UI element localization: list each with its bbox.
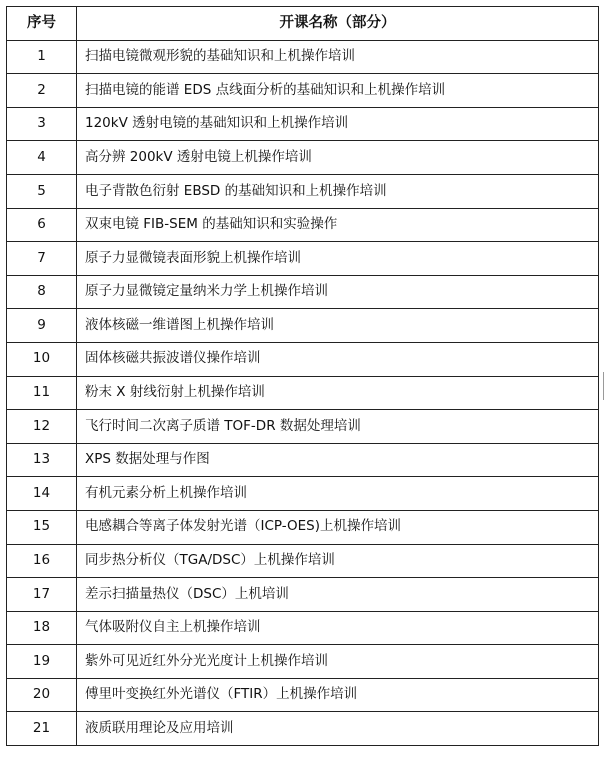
course-name-cell: 原子力显微镜表面形貌上机操作培训 (77, 242, 599, 276)
course-name-cell: 扫描电镜的能谱 EDS 点线面分析的基础知识和上机操作培训 (77, 74, 599, 108)
table-row (7, 410, 599, 444)
row-index-cell: 2 (7, 74, 77, 108)
table-row (7, 208, 599, 242)
row-index-cell: 19 (7, 645, 77, 679)
course-name-cell: 原子力显微镜定量纳米力学上机操作培训 (77, 275, 599, 309)
course-name-cell: 差示扫描量热仪（DSC）上机培训 (77, 578, 599, 612)
row-index-cell: 18 (7, 611, 77, 645)
row-index-cell: 16 (7, 544, 77, 578)
table-row (7, 443, 599, 477)
row-index-cell: 9 (7, 309, 77, 343)
row-index-cell: 8 (7, 275, 77, 309)
table-row (7, 678, 599, 712)
course-name-cell: 高分辨 200kV 透射电镜上机操作培训 (77, 141, 599, 175)
row-index-cell: 4 (7, 141, 77, 175)
table-row (7, 107, 599, 141)
table-row (7, 645, 599, 679)
row-index-cell: 13 (7, 443, 77, 477)
course-name-cell: 飞行时间二次离子质谱 TOF-DR 数据处理培训 (77, 410, 599, 444)
table-row (7, 309, 599, 343)
table-row (7, 242, 599, 276)
row-index-cell: 20 (7, 678, 77, 712)
row-index-cell: 11 (7, 376, 77, 410)
table-row (7, 342, 599, 376)
row-index-cell: 17 (7, 578, 77, 612)
table-row (7, 510, 599, 544)
course-name-cell: 同步热分析仪（TGA/DSC）上机操作培训 (77, 544, 599, 578)
row-index-cell: 6 (7, 208, 77, 242)
course-name-cell: 电感耦合等离子体发射光谱（ICP-OES)上机操作培训 (77, 510, 599, 544)
row-index-cell: 15 (7, 510, 77, 544)
row-index-cell: 5 (7, 174, 77, 208)
course-name-cell: 液体核磁一维谱图上机操作培训 (77, 309, 599, 343)
page-edge-marker (603, 372, 604, 400)
table-row (7, 477, 599, 511)
table-row (7, 275, 599, 309)
course-name-cell: 傅里叶变换红外光谱仪（FTIR）上机操作培训 (77, 678, 599, 712)
course-name-cell: 紫外可见近红外分光光度计上机操作培训 (77, 645, 599, 679)
course-name-cell: 双束电镜 FIB-SEM 的基础知识和实验操作 (77, 208, 599, 242)
table-row (7, 141, 599, 175)
course-name-cell: 120kV 透射电镜的基础知识和上机操作培训 (77, 107, 599, 141)
table-row (7, 544, 599, 578)
row-index-cell: 3 (7, 107, 77, 141)
row-index-cell: 7 (7, 242, 77, 276)
table-row (7, 74, 599, 108)
table-row (7, 376, 599, 410)
row-index-cell: 14 (7, 477, 77, 511)
course-table (6, 6, 599, 746)
table-row (7, 712, 599, 746)
row-index-cell: 12 (7, 410, 77, 444)
table-row (7, 174, 599, 208)
course-name-cell: XPS 数据处理与作图 (77, 443, 599, 477)
table-row (7, 611, 599, 645)
row-index-cell: 1 (7, 40, 77, 74)
course-name-cell: 固体核磁共振波谱仪操作培训 (77, 342, 599, 376)
row-index-cell: 10 (7, 342, 77, 376)
table-row (7, 578, 599, 612)
course-name-cell: 扫描电镜微观形貌的基础知识和上机操作培训 (77, 40, 599, 74)
course-name-cell: 有机元素分析上机操作培训 (77, 477, 599, 511)
table-row (7, 40, 599, 74)
table-header-row (7, 7, 599, 41)
course-name-cell: 粉末 X 射线衍射上机操作培训 (77, 376, 599, 410)
row-index-cell: 21 (7, 712, 77, 746)
course-name-cell: 电子背散色衍射 EBSD 的基础知识和上机操作培训 (77, 174, 599, 208)
course-name-cell: 液质联用理论及应用培训 (77, 712, 599, 746)
course-name-cell: 气体吸附仪自主上机操作培训 (77, 611, 599, 645)
column-header-course-name: 开课名称（部分） (77, 7, 599, 41)
column-header-index: 序号 (7, 7, 77, 41)
